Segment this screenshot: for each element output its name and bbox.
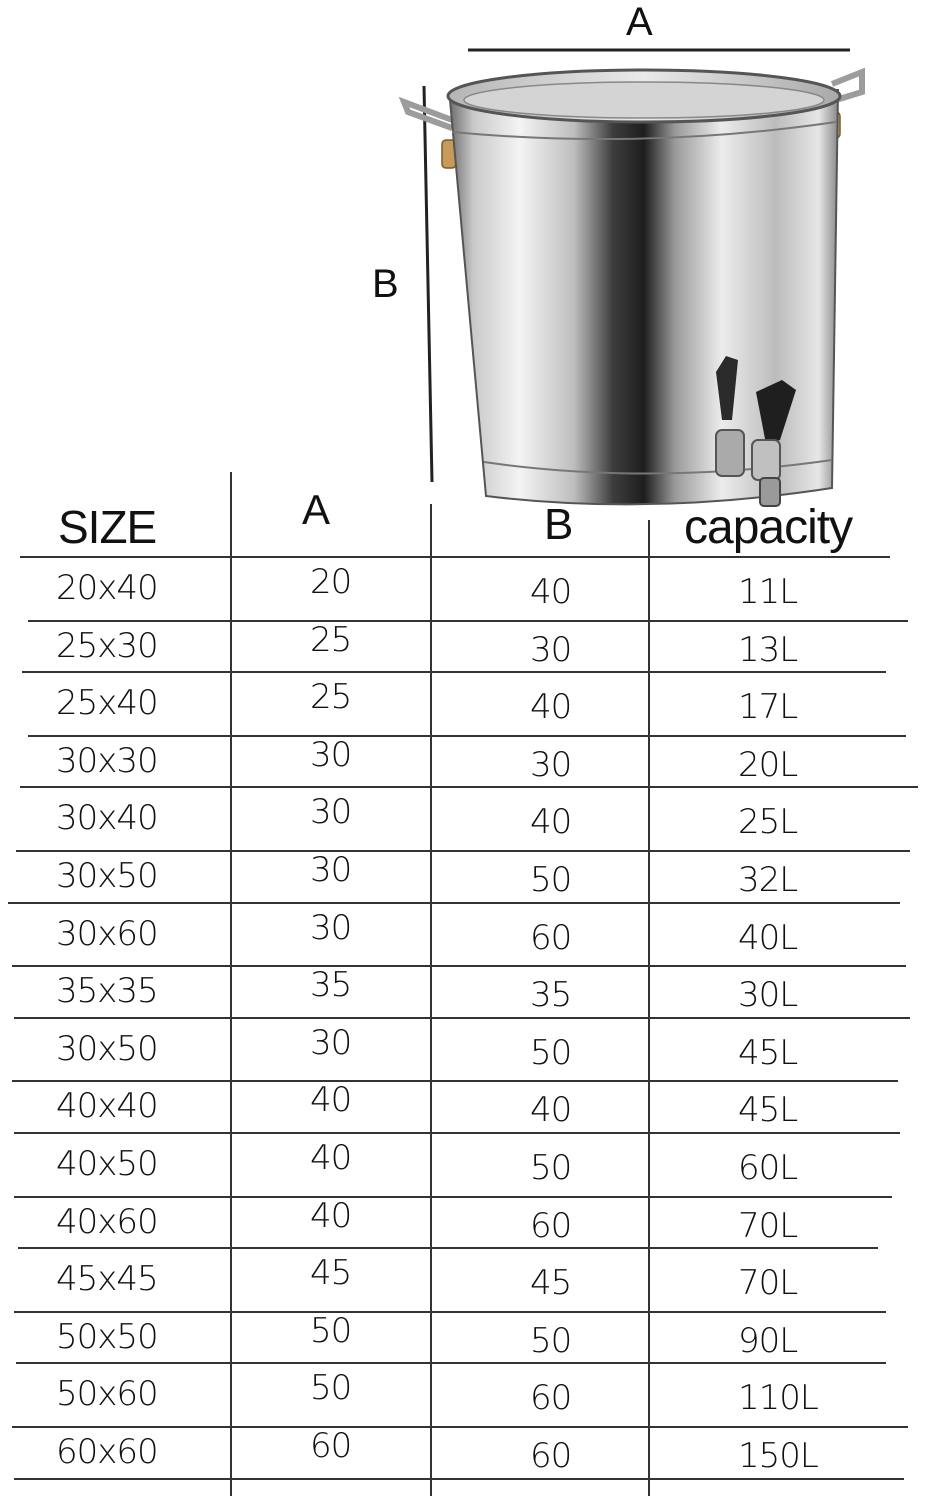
cell-size: 40x50 — [56, 1144, 158, 1184]
table-row — [0, 1253, 925, 1315]
cell-size: 40x40 — [56, 1086, 158, 1127]
cell-b: 60 — [530, 1436, 572, 1476]
cell-b: 50 — [530, 1148, 572, 1188]
cell-b: 50 — [530, 1320, 572, 1361]
cell-capacity: 45L — [738, 1032, 798, 1073]
cell-a: 25 — [310, 619, 352, 660]
table-row — [0, 965, 925, 1027]
cell-b: 30 — [530, 744, 572, 785]
table-row — [0, 1426, 925, 1488]
cell-capacity: 110L — [738, 1378, 818, 1419]
cell-size: 30x50 — [56, 1028, 158, 1069]
cell-capacity: 40L — [738, 917, 798, 958]
cell-size: 25x40 — [56, 683, 158, 724]
cell-size: 40x60 — [56, 1201, 158, 1242]
cell-capacity: 45L — [738, 1090, 798, 1131]
table-row — [0, 562, 925, 624]
cell-a: 40 — [310, 1138, 352, 1178]
header-size: SIZE — [58, 501, 157, 553]
cell-b: 40 — [530, 1090, 572, 1131]
cell-a: 50 — [310, 1368, 352, 1409]
cell-a: 40 — [310, 1080, 352, 1121]
cell-size: 35x35 — [56, 971, 158, 1012]
table-row — [0, 1195, 925, 1258]
header-b: B — [544, 500, 573, 549]
cell-a: 30 — [310, 734, 352, 775]
cell-size: 25x30 — [56, 625, 158, 666]
cell-a: 20 — [310, 562, 352, 602]
cell-a: 60 — [310, 1426, 352, 1466]
cell-capacity: 20L — [738, 744, 798, 785]
table-row — [0, 850, 925, 912]
cell-a: 40 — [310, 1195, 352, 1236]
header-a: A — [302, 486, 330, 533]
cell-size: 30x60 — [56, 913, 158, 954]
cell-a: 30 — [310, 1022, 352, 1063]
cell-capacity: 17L — [738, 687, 798, 728]
cell-capacity: 30L — [738, 975, 798, 1016]
dimension-b-label: B — [372, 262, 399, 306]
cell-capacity: 32L — [738, 860, 798, 900]
cell-capacity: 70L — [738, 1205, 798, 1246]
cell-b: 40 — [530, 687, 572, 728]
cell-b: 35 — [530, 975, 572, 1016]
cell-size: 30x30 — [56, 740, 158, 781]
cell-b: 60 — [530, 1205, 572, 1246]
cell-b: 40 — [530, 802, 572, 843]
cell-b: 40 — [530, 572, 572, 612]
cell-capacity: 11L — [738, 572, 798, 612]
cell-b: 45 — [530, 1263, 572, 1304]
dimension-a-label: A — [626, 0, 653, 44]
cell-capacity: 13L — [738, 629, 798, 670]
table-row — [0, 734, 925, 797]
cell-a: 50 — [310, 1310, 352, 1351]
cell-b: 50 — [530, 860, 572, 900]
cell-a: 30 — [310, 907, 352, 948]
cell-capacity: 70L — [738, 1263, 798, 1304]
cell-size: 45x45 — [56, 1259, 158, 1300]
table-row — [0, 1310, 925, 1373]
cell-capacity: 25L — [738, 802, 798, 843]
cell-size: 20x40 — [56, 568, 158, 608]
cell-a: 45 — [310, 1253, 352, 1294]
cell-capacity: 60L — [738, 1148, 798, 1188]
cell-a: 30 — [310, 792, 352, 833]
cell-capacity: 90L — [738, 1320, 798, 1361]
table-row — [0, 1022, 925, 1085]
cell-a: 35 — [310, 965, 352, 1006]
cell-b: 60 — [530, 917, 572, 958]
table-row — [0, 907, 925, 970]
header-capacity: capacity — [684, 501, 853, 554]
table-row — [0, 677, 925, 739]
table-row — [0, 1138, 925, 1200]
cell-a: 25 — [310, 677, 352, 718]
cell-b: 60 — [530, 1378, 572, 1419]
cell-b: 30 — [530, 629, 572, 670]
cell-size: 30x50 — [56, 856, 158, 896]
cell-capacity: 150L — [738, 1436, 818, 1476]
table-row — [0, 792, 925, 854]
cell-size: 30x40 — [56, 798, 158, 839]
table-row — [0, 619, 925, 682]
cell-size: 60x60 — [56, 1432, 158, 1472]
cell-b: 50 — [530, 1032, 572, 1073]
cell-size: 50x60 — [56, 1374, 158, 1415]
table-row — [0, 1368, 925, 1430]
row-divider — [20, 556, 890, 558]
table-row — [0, 1080, 925, 1142]
cell-a: 30 — [310, 850, 352, 890]
cell-size: 50x50 — [56, 1316, 158, 1357]
